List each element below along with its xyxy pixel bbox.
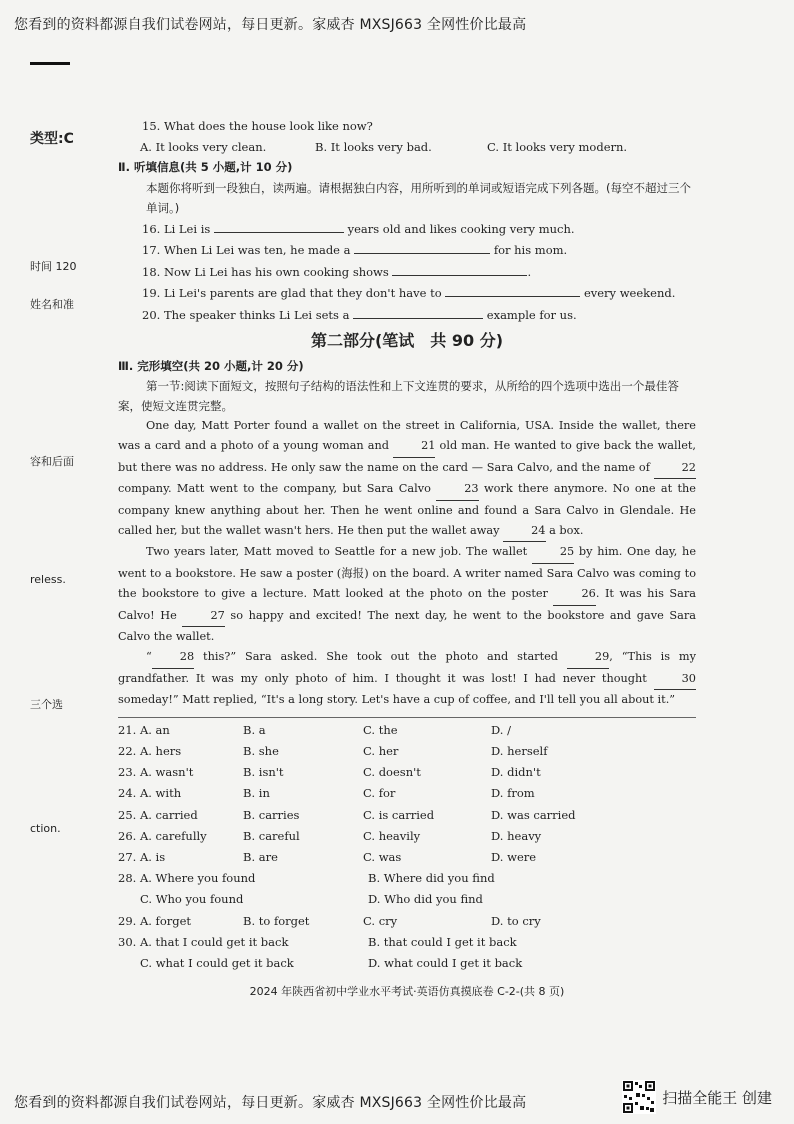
section-2-title: Ⅱ. 听填信息(共 5 小题,计 10 分): [118, 160, 293, 174]
answer-blank[interactable]: [354, 239, 490, 254]
question-15-options: [118, 137, 696, 158]
choice-row-29: 29. A. forget B. to forget C. cry D. to cry: [118, 913, 541, 928]
fill-item-20: 20. The speaker thinks Li Lei sets a example for us.: [118, 304, 696, 326]
left-fragment-name: 姓名和准: [30, 298, 74, 311]
exam-content: [118, 116, 696, 1003]
fill-item-19: 19. Li Lei's parents are glad that they don't have to every weekend.: [118, 282, 696, 304]
page-footer: 2024 年陕西省初中学业水平考试·英语仿真摸底卷 C-2-(共 8 页): [249, 985, 565, 999]
left-fragment-time: 时间 120: [30, 260, 77, 273]
left-fragment-reless: reless.: [30, 573, 66, 586]
choice-row-27: 27. A. is B. are C. was D. were: [118, 849, 537, 864]
option-c: C. It looks very modern.: [487, 139, 628, 154]
blank-26: 26: [553, 584, 595, 605]
scanner-watermark: [622, 1080, 772, 1114]
answer-blank[interactable]: [392, 261, 527, 276]
left-fragment-content: 容和后面: [30, 455, 74, 468]
top-banner: 您看到的资料都源自我们试卷网站，每日更新。家威杏 MXSJ663 全网性价比最高: [14, 17, 527, 33]
answer-blank[interactable]: [445, 282, 580, 297]
blank-25: 25: [532, 542, 574, 563]
bottom-banner: 您看到的资料都源自我们试卷网站，每日更新。家威杏 MXSJ663 全网性价比最高: [14, 1095, 527, 1111]
choice-row-28a: 28. A. Where you found B. Where did you find: [118, 871, 495, 886]
left-fragment-options: 三个选: [30, 698, 63, 711]
fill-item-16: 16. Li Lei is years old and likes cooking very much.: [118, 218, 696, 240]
choice-row-21: 21. A. an B. a C. the D. /: [118, 722, 511, 737]
choice-row-23: 23. A. wasn't B. isn't C. doesn't D. didn't: [118, 765, 541, 780]
fill-item-17: 17. When Li Lei was ten, he made a for his mom.: [118, 239, 696, 261]
blank-22: 22: [654, 458, 696, 479]
section-3-title: Ⅲ. 完形填空(共 20 小题,计 20 分): [118, 358, 304, 373]
choice-row-22: 22. A. hers B. she C. her D. herself: [118, 743, 548, 758]
blank-28: 28: [152, 647, 194, 668]
question-15-stem: 15. What does the house look like now?: [142, 119, 373, 133]
choice-row-30a: 30. A. that I could get it back B. that could I get it back: [118, 934, 517, 949]
fill-item-18: 18. Now Li Lei has his own cooking shows .: [118, 261, 696, 283]
section-3-instruction: 第一节:阅读下面短文，按照句子结构的语法性和上下文连贯的要求，从所给的四个选项中选出一个最佳答案，使短文连贯完整。: [118, 379, 679, 413]
blank-30: 30: [654, 669, 696, 690]
answer-blank[interactable]: [214, 218, 344, 233]
answer-blank[interactable]: [353, 304, 483, 319]
blank-27: 27: [182, 606, 224, 627]
part-2-title: 第二部分(笔试 共 90 分): [310, 331, 504, 350]
blank-24: 24: [503, 521, 545, 542]
left-fragment-ction: ction.: [30, 822, 61, 835]
passage-paragraph-2: Two years later, Matt moved to Seattle for a new job. The wallet 25 by him. One day, he went to a bookstore. He saw a poster (海报) on the board. A writer named Sara Calvo was coming to the bookstore to give a lecture. Matt looked at the photo on the poster 26. It was his Sara Calvo! He 27 so happy and excited! The next day, he went to the bookstore and gave Sara Calvo the wallet.: [118, 542, 696, 647]
option-a: A. It looks very clean.: [140, 139, 267, 154]
scanner-label: 扫描全能王 创建: [662, 1088, 772, 1107]
choice-row-26: 26. A. carefully B. careful C. heavily D. heavy: [118, 828, 542, 843]
passage-paragraph-3: “ 28 this?” Sara asked. She took out the photo and started 29, “This is my grandfather. It was my only photo of him. I thought it was lost! I had never thought 30 someday!” Matt replied, “It's a long story. Let's have a cup of coffee, and I'll tell you all about it.”: [118, 647, 696, 710]
passage-paragraph-1: One day, Matt Porter found a wallet on the street in California, USA. Inside the wallet, there was a card and a photo of a young woman and 21 old man. He wanted to give back the wallet, but there was no address. He only saw the name on the card — Sara Calvo, and the name of 22 company. Matt went to the company, but Sara Calvo 23 work there anymore. No one at the company knew anything about her. Then he went online and found a Sara Calvo in Glendale. He called her, but the wallet wasn't hers. He then put the wallet away 24 a box.: [118, 416, 696, 542]
qr-code-icon: [622, 1080, 656, 1114]
choice-row-28b: C. Who you found D. Who did you find: [140, 892, 483, 907]
blank-23: 23: [436, 479, 478, 500]
option-b: B. It looks very bad.: [315, 139, 432, 154]
blank-29: 29: [567, 647, 609, 668]
section-2-instruction: 本题你将听到一段独白，读两遍。请根据独白内容，用所听到的单词或短语完成下列各题。(每空不超过三个单词。): [146, 180, 691, 215]
choice-row-25: 25. A. carried B. carries C. is carried D. was carried: [118, 807, 576, 822]
choice-row-30b: C. what I could get it back D. what could I get it back: [140, 955, 523, 970]
choice-row-24: 24. A. with B. in C. for D. from: [118, 786, 535, 801]
blank-21: 21: [393, 436, 435, 457]
corner-dash: [30, 62, 70, 65]
answer-choices: [118, 717, 696, 974]
left-fragment-type: 类型:C: [30, 131, 74, 147]
